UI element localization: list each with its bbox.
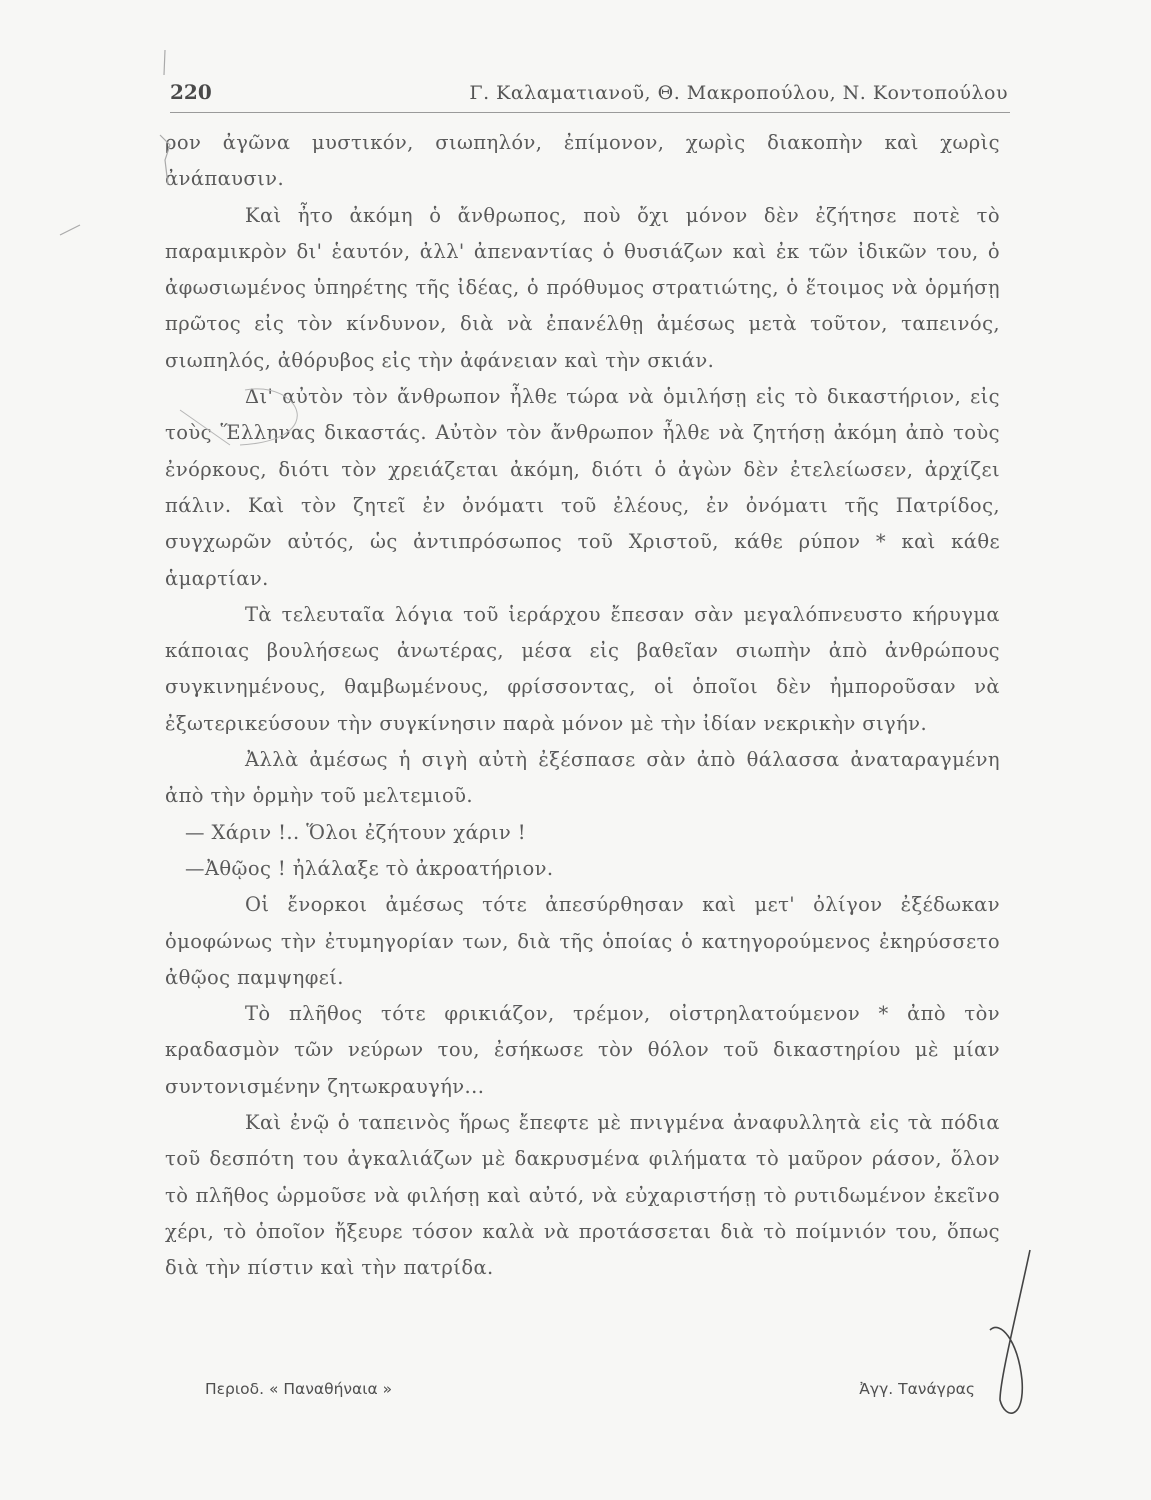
paragraph: Καὶ ἐνῷ ὁ ταπεινὸς ἥρως ἔπεφτε μὲ πνιγμένα ἀναφυλλητὰ εἰς τὰ πόδια τοῦ δεσπότη του ἀγκαλιάζων μὲ δακρυσμένα φιλήματα τὸ μαῦρον ράσον, ὅλον τὸ πλῆθος ὡρμοῦσε νὰ φιλήσῃ καὶ αὐτό, νὰ εὐχαριστήσῃ τὸ ρυτιδωμένον ἐκεῖνο χέρι, τὸ ὁποῖον ἤξευρε τόσον καλὰ νὰ προτάσσεται διὰ τὸ ποίμνιόν του, ὅπως διὰ τὴν πίστιν καὶ τὴν πατρίδα.	[165, 1111, 1000, 1280]
source-citation: Περιοδ. « Παναθήναια »	[205, 1380, 393, 1398]
dialog-line: —Ἀθῷος ! ἠλάλαξε τὸ ἀκροατήριον.	[185, 856, 554, 880]
page-number: 220	[170, 80, 212, 104]
paragraph: Ἀλλὰ ἀμέσως ἡ σιγὴ αὐτὴ ἐξέσπασε σὰν ἀπὸ θάλασσα ἀναταραγμένη ἀπὸ τὴν ὁρμὴν τοῦ μελτεμιοῦ.	[165, 748, 1000, 808]
paragraph: ρον ἀγῶνα μυστικόν, σιωπηλόν, ἐπίμονον, χωρὶς διακοπὴν καὶ χωρὶς ἀνάπαυσιν.	[165, 131, 1000, 191]
paragraph: Τὸ πλῆθος τότε φρικιάζον, τρέμον, οἰστρηλατούμενον * ἀπὸ τὸν κραδασμὸν τῶν νεύρων του, ἐσήκωσε τὸν θόλον τοῦ δικαστηρίου μὲ μίαν συντονισμένην ζητωκραυγήν...	[165, 1002, 1000, 1098]
paragraph: Οἱ ἔνορκοι ἀμέσως τότε ἀπεσύρθησαν καὶ μετ' ὀλίγον ἐξέδωκαν ὁμοφώνως τὴν ἐτυμηγορίαν των, διὰ τῆς ὁποίας ὁ κατηγορούμενος ἐκηρύσσετο ἀθῷος παμψηφεί.	[165, 893, 1000, 989]
paragraph: Καὶ ἦτο ἀκόμη ὁ ἄνθρωπος, ποὺ ὄχι μόνον δὲν ἐζήτησε ποτὲ τὸ παραμικρὸν δι' ἑαυτόν, ἀλλ' ἀπεναντίας ὁ θυσιάζων καὶ ἐκ τῶν ἰδικῶν του, ὁ ἀφωσιωμένος ὑπηρέτης τῆς ἰδέας, ὁ πρόθυμος στρατιώτης, ὁ ἕτοιμος νὰ ὁρμήσῃ πρῶτος εἰς τὸν κίνδυνον, διὰ νὰ ἐπανέλθῃ ἀμέσως μετὰ τοῦτον, ταπεινός, σιωπηλός, ἀθόρυβος εἰς τὴν ἀφάνειαν καὶ τὴν σκιάν.	[165, 203, 1000, 372]
author-signature: Ἀγγ. Τανάγρας	[859, 1380, 975, 1398]
paragraph: Δι' αὐτὸν τὸν ἄνθρωπον ἦλθε τώρα νὰ ὁμιλήσῃ εἰς τὸ δικαστήριον, εἰς τοὺς Ἕλληνας δικαστάς. Αὐτὸν τὸν ἄνθρωπον ἦλθε νὰ ζητήσῃ ἀκόμη ἀπὸ τοὺς ἐνόρκους, διότι τὸν χρειάζεται ἀκόμη, διότι ὁ ἀγὼν δὲν ἐτελείωσεν, ἀρχίζει πάλιν. Καὶ τὸν ζητεῖ ἐν ὀνόματι τοῦ ἐλέους, ἐν ὀνόματι τῆς Πατρίδος, συγχωρῶν αὐτός, ὡς ἀντιπρόσωπος τοῦ Χριστοῦ, κάθε ρύπον * καὶ κάθε ἁμαρτίαν.	[165, 385, 1000, 590]
running-head: Γ. Καλαματιανοῦ, Θ. Μακροπούλου, Ν. Κοντοπούλου	[469, 82, 1008, 104]
paragraph: Τὰ τελευταῖα λόγια τοῦ ἱεράρχου ἔπεσαν σὰν μεγαλόπνευστο κήρυγμα κάποιας βουλήσεως ἀνωτέρας, μέσα εἰς βαθεῖαν σιωπὴν ἀπὸ ἀνθρώπους συγκινημένους, θαμβωμένους, φρίσσοντας, οἱ ὁποῖοι δὲν ἠμποροῦσαν νὰ ἐξωτερικεύσουν τὴν συγκίνησιν παρὰ μόνον μὲ τὴν ἰδίαν νεκρικὴν σιγήν.	[165, 602, 1000, 735]
dialog-line: — Χάριν !.. Ὅλοι ἐζήτουν χάριν !	[185, 820, 527, 844]
